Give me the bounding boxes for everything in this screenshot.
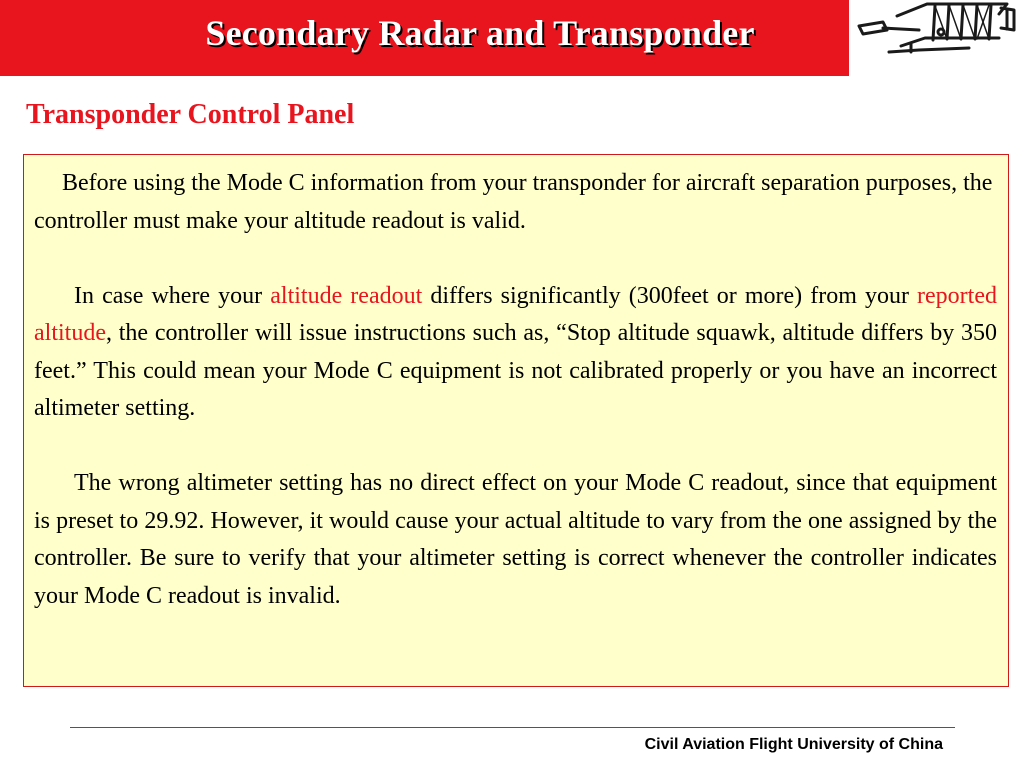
paragraph-1: Before using the Mode C information from your transponder for aircraft separation purposes, the controller must make your altitude readout is valid.	[34, 170, 993, 234]
section-heading: Transponder Control Panel	[26, 99, 355, 130]
logo-panel	[849, 0, 1024, 76]
paragraph-spacer	[34, 428, 997, 466]
paragraph-2-text-a: In case where your	[74, 282, 271, 309]
content-panel	[23, 154, 1009, 687]
footer-divider	[70, 727, 955, 728]
paragraph-spacer	[34, 240, 997, 278]
logo-caption	[880, 78, 980, 84]
slide-title: Secondary Radar and Transponder	[205, 13, 755, 53]
biplane-logo-icon	[849, 0, 1024, 76]
paragraph-2-text-c: , the controller will issue instructions such as, “Stop altitude squawk, altitude differs by 350 feet.” This could mean your Mode C equipment is not calibrated properly or you have an incorrect altimeter setting.	[34, 320, 997, 421]
paragraph-2-text-b: differs significantly (300feet or more) from your	[422, 282, 918, 309]
footer-organization: Civil Aviation Flight University of China	[644, 736, 943, 753]
paragraph-3: The wrong altimeter setting has no direct effect on your Mode C readout, since that equipment is preset to 29.92. However, it would cause your actual altitude to vary from the one assigned by the controller. Be sure to verify that your altimeter setting is correct whenever the controller indicates your Mode C readout is invalid.	[34, 470, 997, 609]
highlight-altitude-readout: altitude readout	[270, 282, 423, 309]
paragraph-2	[34, 278, 997, 428]
highlight-reported-altitude: reported altitude	[34, 282, 997, 346]
